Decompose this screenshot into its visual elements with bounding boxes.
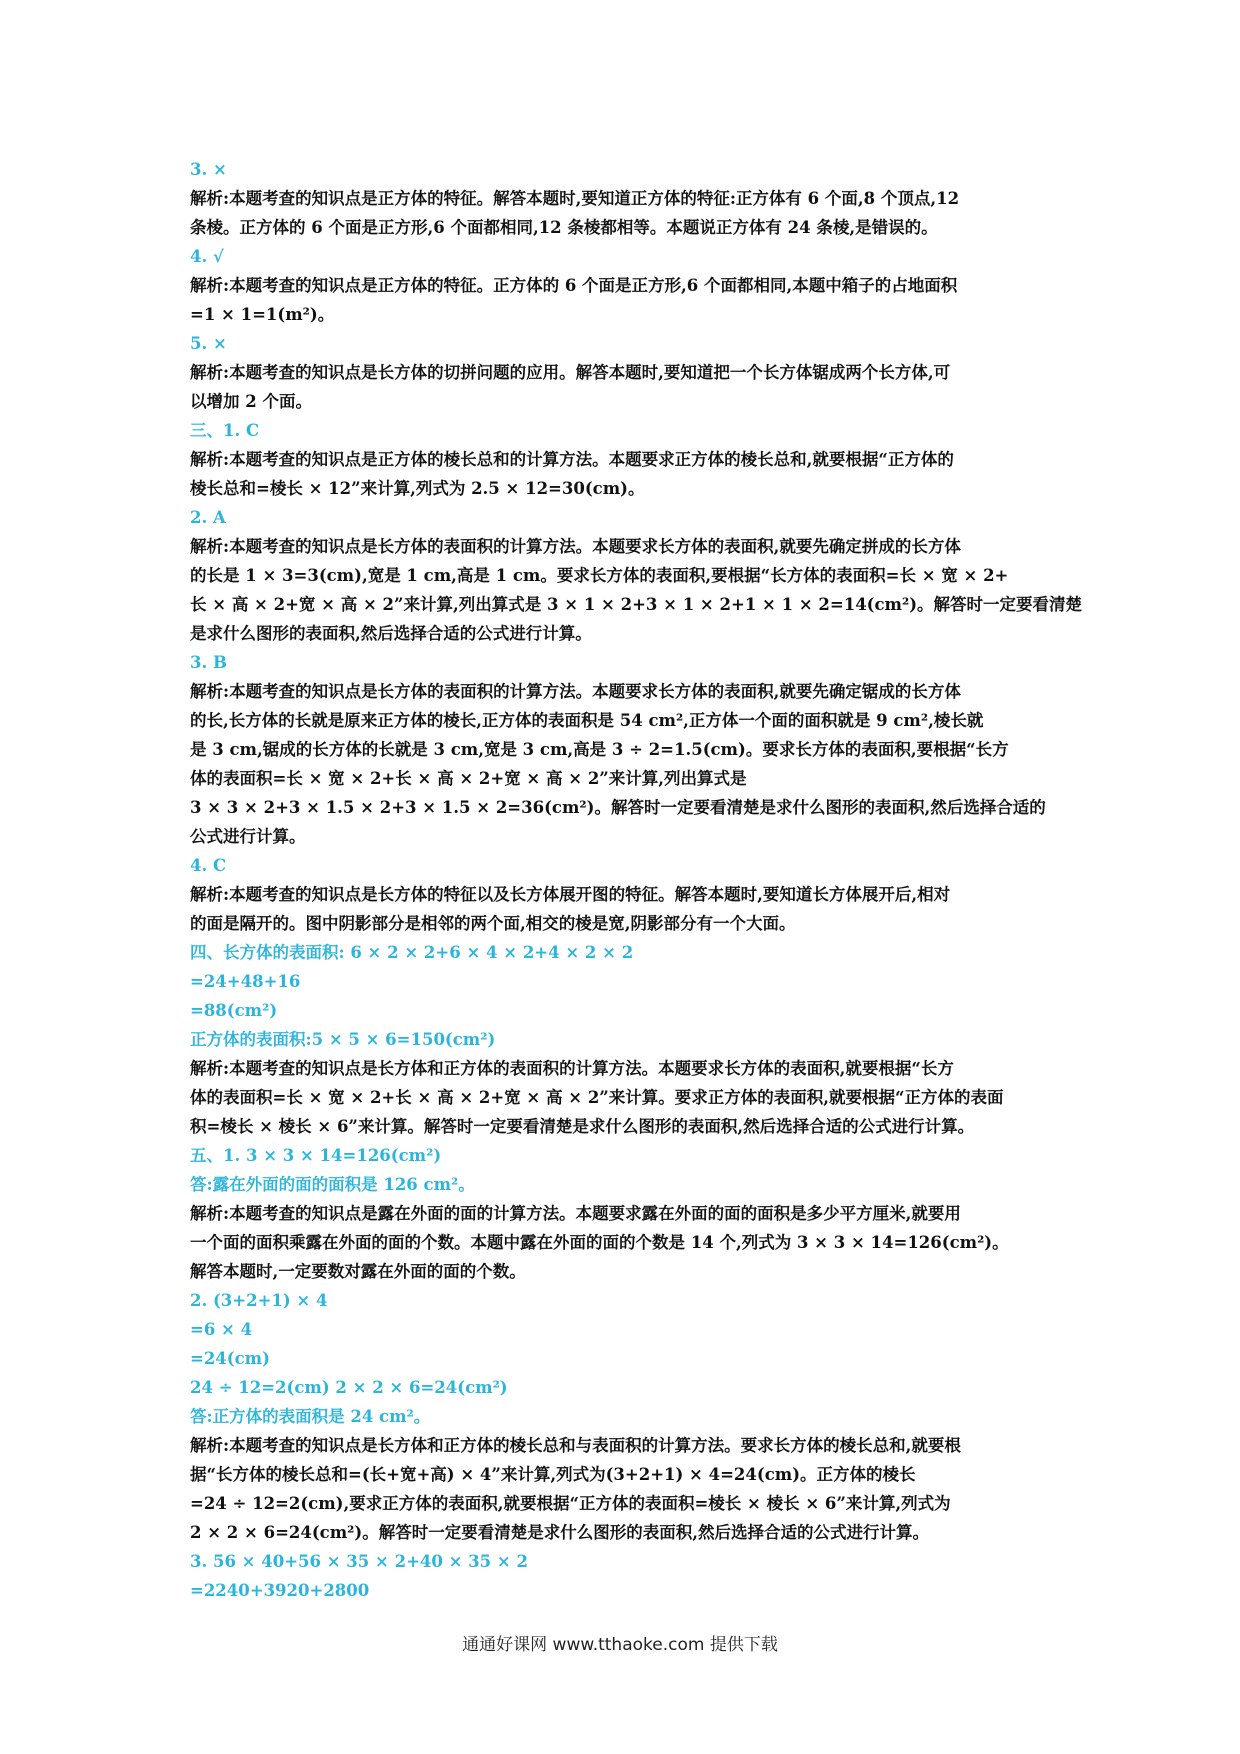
explanation-line: 条棱。正方体的 6 个面是正方形,6 个面都相同,12 条棱都相等。本题说正方体有 24 条棱,是错误的。 bbox=[190, 218, 938, 237]
explanation-line: 是 3 cm,锯成的长方体的长就是 3 cm,宽是 3 cm,高是 3 ÷ 2=1.5(cm)。要求长方体的表面积,要根据“长方 bbox=[190, 740, 1009, 759]
answer-heading-line: 4. C bbox=[190, 856, 227, 875]
explanation-line: 的长,长方体的长就是原来正方体的棱长,正方体的表面积是 54 cm²,正方体一个面的面积就是 9 cm²,棱长就 bbox=[190, 711, 984, 730]
answer-heading-line: 四、长方体的表面积: 6 × 2 × 2+6 × 4 × 2+4 × 2 × 2 bbox=[190, 943, 634, 962]
explanation-line: 积=棱长 × 棱长 × 6”来计算。解答时一定要看清楚是求什么图形的表面积,然后选择合适的公式进行计算。 bbox=[190, 1117, 975, 1136]
explanation-line: 解析:本题考查的知识点是正方体的特征。解答本题时,要知道正方体的特征:正方体有 6 个面,8 个顶点,12 bbox=[190, 189, 960, 208]
explanation-line: 以增加 2 个面。 bbox=[190, 392, 312, 411]
explanation-line: 2 × 2 × 6=24(cm²)。解答时一定要看清楚是求什么图形的表面积,然后选择合适的公式进行计算。 bbox=[190, 1523, 929, 1542]
answer-heading-line: =24+48+16 bbox=[190, 972, 301, 991]
explanation-line: 解答本题时,一定要数对露在外面的面的个数。 bbox=[190, 1262, 526, 1281]
explanation-line: 的面是隔开的。图中阴影部分是相邻的两个面,相交的棱是宽,阴影部分有一个大面。 bbox=[190, 914, 796, 933]
explanation-line: 体的表面积=长 × 宽 × 2+长 × 高 × 2+宽 × 高 × 2”来计算,列出算式是 bbox=[190, 769, 747, 788]
answer-heading-line: 3. B bbox=[190, 653, 227, 672]
answer-heading-line: 3. 56 × 40+56 × 35 × 2+40 × 35 × 2 bbox=[190, 1552, 528, 1571]
explanation-line: 解析:本题考查的知识点是正方体的特征。正方体的 6 个面是正方形,6 个面都相同,本题中箱子的占地面积 bbox=[190, 276, 958, 295]
answer-heading-line: 4. √ bbox=[190, 247, 224, 266]
explanation-line: 解析:本题考查的知识点是长方体的表面积的计算方法。本题要求长方体的表面积,就要先确定锯成的长方体 bbox=[190, 682, 961, 701]
answer-heading-line: 2. A bbox=[190, 508, 226, 527]
answer-heading-line: 24 ÷ 12=2(cm) 2 × 2 × 6=24(cm²) bbox=[190, 1378, 508, 1397]
answer-heading-line: 五、1. 3 × 3 × 14=126(cm²) bbox=[190, 1146, 442, 1165]
answer-heading-line: =2240+3920+2800 bbox=[190, 1581, 370, 1600]
explanation-line: 公式进行计算。 bbox=[190, 827, 306, 846]
answer-heading-line: 答:露在外面的面的面积是 126 cm²。 bbox=[190, 1175, 475, 1194]
explanation-line: 解析:本题考查的知识点是长方体和正方体的棱长总和与表面积的计算方法。要求长方体的棱长总和,就要根 bbox=[190, 1436, 961, 1455]
answer-heading-line: 答:正方体的表面积是 24 cm²。 bbox=[190, 1407, 431, 1426]
answer-heading-line: =24(cm) bbox=[190, 1349, 270, 1368]
answer-heading-line: =88(cm²) bbox=[190, 1001, 278, 1020]
explanation-line: 一个面的面积乘露在外面的面的个数。本题中露在外面的面的个数是 14 个,列式为 3 × 3 × 14=126(cm²)。 bbox=[190, 1233, 1009, 1252]
explanation-line: 的长是 1 × 3=3(cm),宽是 1 cm,高是 1 cm。要求长方体的表面积,要根据“长方体的表面积=长 × 宽 × 2+ bbox=[190, 566, 1009, 585]
answer-heading-line: 3. × bbox=[190, 160, 227, 179]
answer-heading-line: 2. (3+2+1) × 4 bbox=[190, 1291, 328, 1310]
answer-heading-line: 三、1. C bbox=[190, 421, 260, 440]
answer-content bbox=[190, 155, 1083, 1605]
explanation-line: 是求什么图形的表面积,然后选择合适的公式进行计算。 bbox=[190, 624, 592, 643]
explanation-line: 长 × 高 × 2+宽 × 高 × 2”来计算,列出算式是 3 × 1 × 2+3 × 1 × 2+1 × 1 × 2=14(cm²)。解答时一定要看清楚 bbox=[190, 595, 1083, 614]
explanation-line: 解析:本题考查的知识点是正方体的棱长总和的计算方法。本题要求正方体的棱长总和,就要根据“正方体的 bbox=[190, 450, 954, 469]
explanation-line: 解析:本题考查的知识点是长方体的切拼问题的应用。解答本题时,要知道把一个长方体锯成两个长方体,可 bbox=[190, 363, 951, 382]
explanation-line: 3 × 3 × 2+3 × 1.5 × 2+3 × 1.5 × 2=36(cm²)。解答时一定要看清楚是求什么图形的表面积,然后选择合适的 bbox=[190, 798, 1046, 817]
explanation-line: 解析:本题考查的知识点是露在外面的面的计算方法。本题要求露在外面的面的面积是多少平方厘米,就要用 bbox=[190, 1204, 961, 1223]
explanation-line: 解析:本题考查的知识点是长方体的表面积的计算方法。本题要求长方体的表面积,就要先确定拼成的长方体 bbox=[190, 537, 961, 556]
explanation-line: 体的表面积=长 × 宽 × 2+长 × 高 × 2+宽 × 高 × 2”来计算。要求正方体的表面积,就要根据“正方体的表面 bbox=[190, 1088, 1004, 1107]
explanation-line: 解析:本题考查的知识点是长方体和正方体的表面积的计算方法。本题要求长方体的表面积,就要根据“长方 bbox=[190, 1059, 954, 1078]
explanation-line: 棱长总和=棱长 × 12”来计算,列式为 2.5 × 12=30(cm)。 bbox=[190, 479, 645, 498]
explanation-line: =24 ÷ 12=2(cm),要求正方体的表面积,就要根据“正方体的表面积=棱长 × 棱长 × 6”来计算,列式为 bbox=[190, 1494, 951, 1513]
explanation-line: 据“长方体的棱长总和=(长+宽+高) × 4”来计算,列式为(3+2+1) × 4=24(cm)。正方体的棱长 bbox=[190, 1465, 916, 1484]
answer-heading-line: 正方体的表面积:5 × 5 × 6=150(cm²) bbox=[190, 1030, 496, 1049]
footer-credit: 通通好课网 www.tthaoke.com 提供下载 bbox=[462, 1635, 778, 1655]
explanation-line: 解析:本题考查的知识点是长方体的特征以及长方体展开图的特征。解答本题时,要知道长方体展开后,相对 bbox=[190, 885, 951, 904]
answer-heading-line: 5. × bbox=[190, 334, 227, 353]
answer-heading-line: =6 × 4 bbox=[190, 1320, 253, 1339]
explanation-line: =1 × 1=1(m²)。 bbox=[190, 305, 335, 324]
